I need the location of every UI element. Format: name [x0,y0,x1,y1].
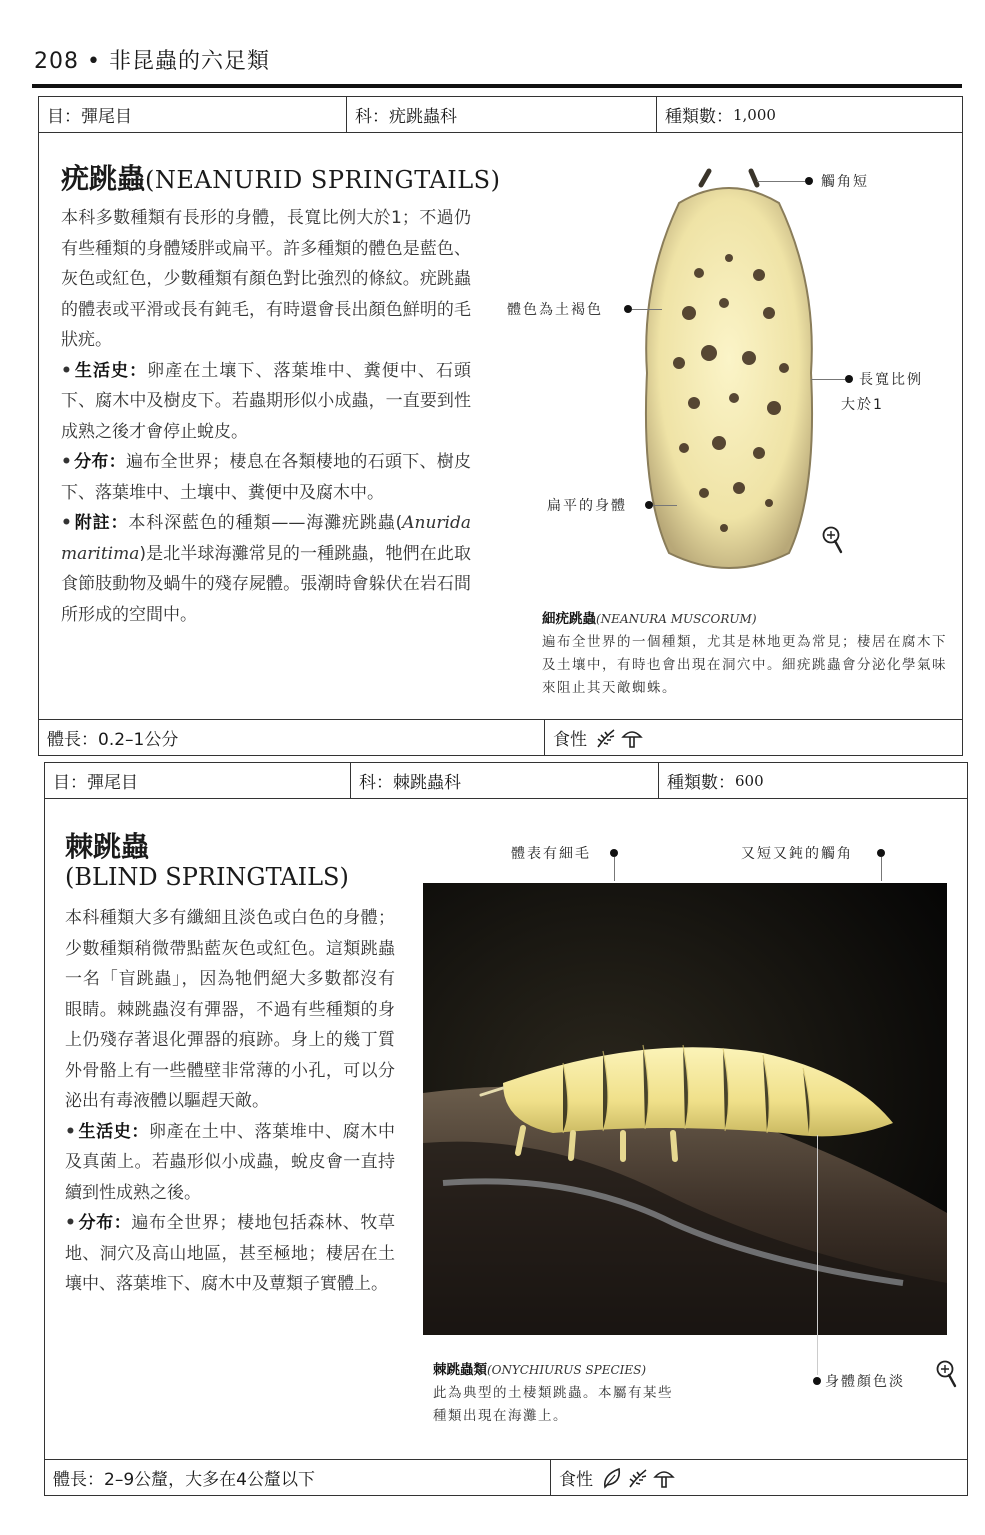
caption-title: 細疣跳蟲 [542,611,596,627]
mushroom-icon [653,1467,675,1489]
note-post: )是北半球海灘常見的一種跳蟲，牠們在此取食節肢動物及蝸牛的殘存屍體。張潮時會躲伏在岩石間所形成的空間中。 [61,543,471,625]
species-count-label: 種類數： [665,107,733,127]
distribution-text: 遍布全世界；棲地包括森林、牧草地、洞穴及高山地區，甚至極地；棲居在土壤中、落葉堆下、腐木中及蕈類子實體上。 [65,1213,396,1294]
footer-bar [39,719,962,755]
callout-antennae: 觸角短 [821,174,869,190]
distribution-text: 遍布全世界；棲息在各類棲地的石頭下、樹皮下、落葉堆中、土壤中、糞便中及腐木中。 [61,452,472,503]
callout-hair: 體表有細毛 [511,846,591,862]
family-title [61,157,500,197]
fern-icon [627,1467,649,1489]
leader-line [632,309,662,310]
life-history-text: 卵產在土壤下、落葉堆中、糞便中、石頭下、腐木中及樹皮下。若蟲期形似小成蟲，一直要到性成熟之後才會停止蛻皮。 [61,360,472,442]
callout-dot [877,849,885,857]
callout-ratio-line2: 大於1 [841,397,884,413]
caption-text: 遍布全世界的一個種類，尤其是林地更為常見；棲居在腐木下及土壤中，有時也會出現在洞穴中。細疣跳蟲會分泌化學氣味來阻止其天敵蜘蛛。 [542,634,947,696]
caption-neanura [542,608,952,700]
callout-dot [610,849,618,857]
species-count-value: 600 [735,771,764,790]
callout-dot [845,375,853,383]
caption-latin: (ONYCHIURUS SPECIES) [487,1363,647,1377]
life-history-label: 生活史： [73,360,148,381]
family-title-zh: 疣跳蟲 [61,162,146,195]
header-bullet: • [87,49,101,74]
order-cell: 目：彈尾目 [39,97,347,132]
diet-label: 食性 [559,1470,593,1490]
distribution: • 分布：遍布全世界；棲地包括森林、牧草地、洞穴及高山地區，甚至極地；棲居在土壤中、落葉堆下、腐木中及蕈類子實體上。 [65,1213,396,1294]
footer-bar [45,1459,967,1495]
magnifier-icon [821,525,843,555]
callout-antennae: 又短又鈍的觸角 [741,846,853,862]
species-count-label: 種類數： [667,773,735,793]
page-number: 208 [34,49,79,74]
callout-dot [813,1377,821,1385]
note-pre: 本科深藍色的種類——海灘疣跳蟲( [128,513,403,533]
diet-cell [550,1460,967,1495]
species-count-cell [657,97,962,132]
callout-flat-body: 扁平的身體 [547,498,627,514]
leader-line [817,1135,818,1375]
classification-bar [45,763,967,799]
leader-line [614,857,615,881]
body-length: 體長：0.2–1公分 [47,730,179,750]
body-length: 體長：2–9公釐，大多在4公釐以下 [53,1470,315,1490]
neanura-illustration [639,163,819,583]
distribution-label: 分布： [73,452,126,472]
family-title-latin: (NEANURID SPRINGTAILS) [145,166,501,194]
leader-line [881,857,882,881]
description: 本科多數種類有長形的身體，長寬比例大於1；不過仍有些種類的身體矮胖或扁平。許多種類的體色是藍色、灰色或紅色，少數種類有顏色對比強烈的條紋。疣跳蟲的體表或平滑或長有鈍毛，有時還會長出顏色鮮明的毛狀疣。 [61,208,471,350]
magnifier-icon [935,1359,957,1389]
leader-line [653,505,677,506]
leader-line [757,181,805,182]
family-title-latin: (BLIND SPRINGTAILS) [65,863,349,891]
caption-onychiurus [433,1359,683,1428]
distribution-label: 分布： [77,1213,132,1233]
leaf-icon [601,1467,623,1489]
diet-cell [544,720,962,755]
leader-line [811,379,845,380]
species-count-value: 1,000 [733,105,776,124]
distribution: • 分布：遍布全世界；棲息在各類棲地的石頭下、樹皮下、落葉堆中、土壤中、糞便中及腐木中。 [61,452,472,503]
page-header [34,44,270,75]
life-history: • 生活史：卵產在土中、落葉堆中、腐木中及真菌上。若蟲形似小成蟲，蛻皮會一直持續到性成熟之後。 [65,1121,396,1203]
callout-dot [805,177,813,185]
header-rule [32,84,962,88]
callout-dot [624,305,632,313]
callout-pale-body: 身體顏色淡 [825,1374,905,1390]
callout-dot [645,501,653,509]
chapter-title: 非昆蟲的六足類 [108,49,270,74]
classification-bar [39,97,962,133]
life-history-label: 生活史： [77,1121,149,1142]
fern-icon [595,727,617,749]
callout-ratio-line1: 長寬比例 [859,372,923,388]
entry-body [65,903,395,1300]
note: • 附註：本科深藍色的種類——海灘疣跳蟲(Anurida maritima)是北半球海灘常見的一種跳蟲，牠們在此取食節肢動物及蝸牛的殘存屍體。張潮時會躲伏在岩石間所形成的空間中。 [61,513,471,625]
entry-onychiurid [44,762,968,1496]
species-count-cell [659,763,967,798]
caption-text: 此為典型的土棲類跳蟲。本屬有某些種類出現在海灘上。 [433,1385,673,1424]
family-title-zh: 棘跳蟲 [65,830,150,863]
order-cell: 目：彈尾目 [45,763,351,798]
entry-body [61,203,471,630]
callout-body-color: 體色為土褐色 [507,302,603,318]
note-label: 附註： [73,513,129,533]
life-history: • 生活史：卵產在土壤下、落葉堆中、糞便中、石頭下、腐木中及樹皮下。若蟲期形似小成蟲，一直要到性成熟之後才會停止蛻皮。 [61,360,472,442]
family-cell: 科：疣跳蟲科 [347,97,657,132]
caption-latin: (NEANURA MUSCORUM) [596,612,757,626]
life-history-text: 卵產在土中、落葉堆中、腐木中及真菌上。若蟲形似小成蟲，蛻皮會一直持續到性成熟之後。 [65,1121,396,1203]
onychiurus-photo [423,883,947,1335]
note-latin: Anurida maritima [61,513,471,564]
description: 本科種類大多有纖細且淡色或白色的身體；少數種類稍微帶點藍灰色或紅色。這類跳蟲一名「盲跳蟲」，因為牠們絕大多數都沒有眼睛。棘跳蟲沒有彈器，不過有些種類的身上仍殘存著退化彈器的痕跡。身上的幾丁質外骨骼上有一些體壁非常薄的小孔，可以分泌出有毒液體以驅趕天敵。 [65,908,395,1111]
diet-label: 食性 [553,730,587,750]
entry-neanurid [38,96,963,756]
caption-title: 棘跳蟲類 [433,1362,487,1378]
family-cell: 科：棘跳蟲科 [351,763,659,798]
mushroom-icon [621,727,643,749]
